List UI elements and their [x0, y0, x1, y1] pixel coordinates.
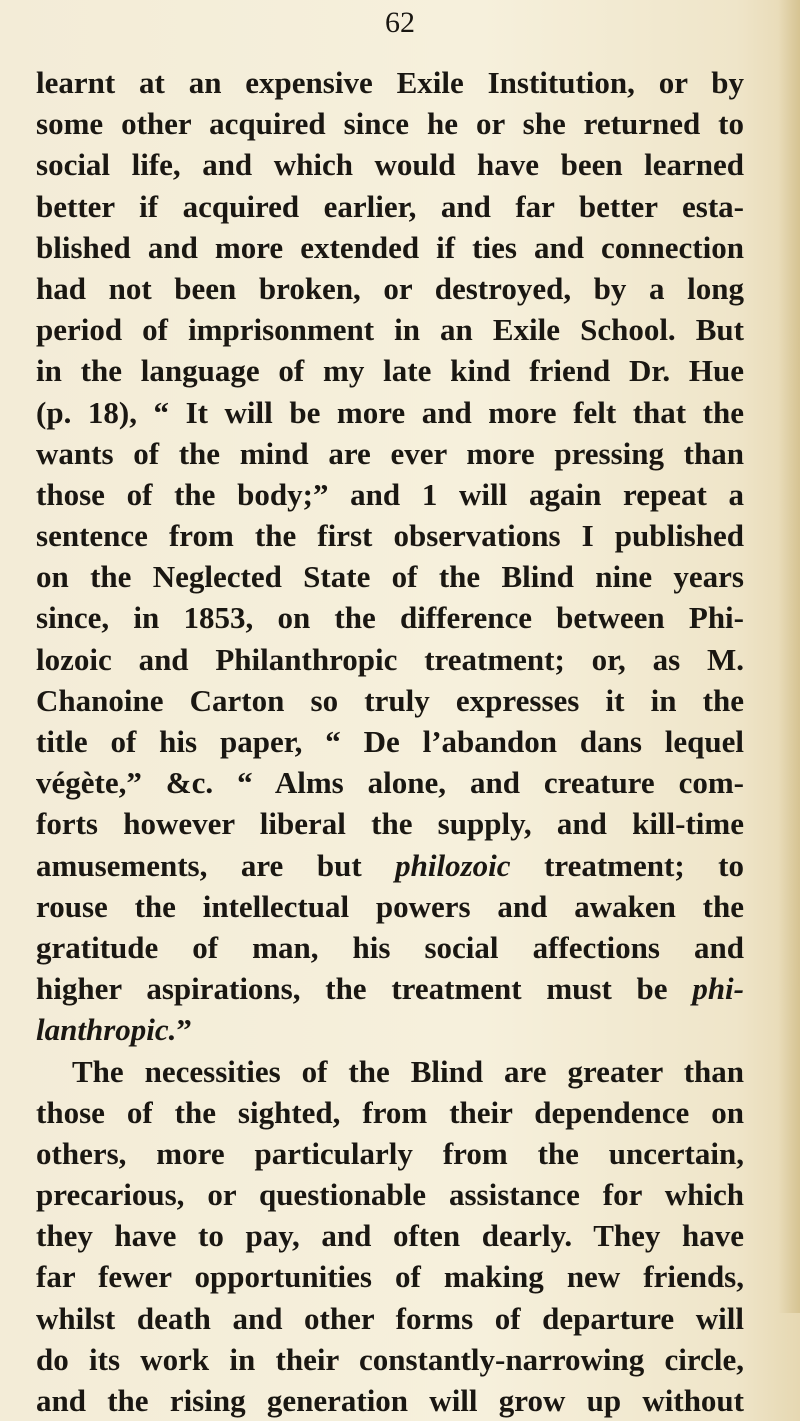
text-line: others, more particularly from the uncertain,	[36, 1135, 744, 1171]
text-run: treatment; to	[510, 847, 744, 883]
text-line: better if acquired earlier, and far better esta-	[36, 188, 744, 224]
text-line	[36, 845, 744, 886]
page-edge-shadow	[778, 0, 800, 1313]
text-line: had not been broken, or destroyed, by a long	[36, 270, 744, 306]
italic-word: lanthropic.	[36, 1012, 177, 1048]
text-run: ”	[176, 1012, 192, 1048]
text-line: title of his paper, “ De l’abandon dans lequel	[36, 724, 744, 759]
text-line: (p. 18), “ It will be more and more felt that the	[36, 394, 744, 430]
text-line: wants of the mind are ever more pressing than	[36, 435, 744, 471]
text-line: they have to pay, and often dearly. They have	[36, 1218, 744, 1254]
text-run: amusements, are but	[36, 847, 396, 883]
text-line: and the rising generation will grow up without	[36, 1383, 744, 1418]
text-line	[36, 968, 744, 1009]
text-line: do its work in their constantly-narrowing circle,	[36, 1341, 744, 1377]
italic-word: phi-	[692, 971, 744, 1007]
text-line: whilst death and other forms of departure will	[36, 1300, 744, 1336]
text-line: gratitude of man, his social affections and	[36, 929, 744, 965]
text-line: lozoic and Philanthropic treatment; or, as M.	[36, 641, 744, 677]
text-line: since, in 1853, on the difference between Phi-	[36, 600, 744, 636]
body-text	[36, 62, 744, 1421]
text-line: végète,” &c. “ Alms alone, and creature com-	[36, 765, 744, 801]
text-line: in the language of my late kind friend Dr. Hue	[36, 353, 744, 389]
text-line: learnt at an expensive Exile Institution, or by	[36, 65, 744, 100]
text-line	[36, 1009, 744, 1050]
page-number: 62	[385, 6, 415, 39]
text-line: social life, and which would have been learned	[36, 147, 744, 183]
text-line: on the Neglected State of the Blind nine years	[36, 559, 744, 595]
text-line: those of the sighted, from their dependence on	[36, 1094, 744, 1130]
paragraph-start-line: The necessities of the Blind are greater than	[72, 1053, 744, 1089]
text-line: those of the body;” and 1 will again repeat a	[36, 476, 744, 512]
italic-word: philozoic	[395, 847, 511, 883]
text-line: sentence from the first observations I published	[36, 518, 744, 554]
text-line: period of imprisonment in an Exile School. But	[36, 312, 744, 348]
text-line: far fewer opportunities of making new friends,	[36, 1259, 744, 1295]
text-line: Chanoine Carton so truly expresses it in the	[36, 682, 744, 718]
text-line: some other acquired since he or she returned to	[36, 106, 744, 142]
text-line: forts however liberal the supply, and kill-time	[36, 806, 744, 842]
text-line: blished and more extended if ties and connection	[36, 229, 744, 265]
text-run: higher aspirations, the treatment must be	[36, 971, 693, 1007]
text-line: rouse the intellectual powers and awaken the	[36, 888, 744, 924]
text-line: precarious, or questionable assistance for which	[36, 1177, 744, 1213]
